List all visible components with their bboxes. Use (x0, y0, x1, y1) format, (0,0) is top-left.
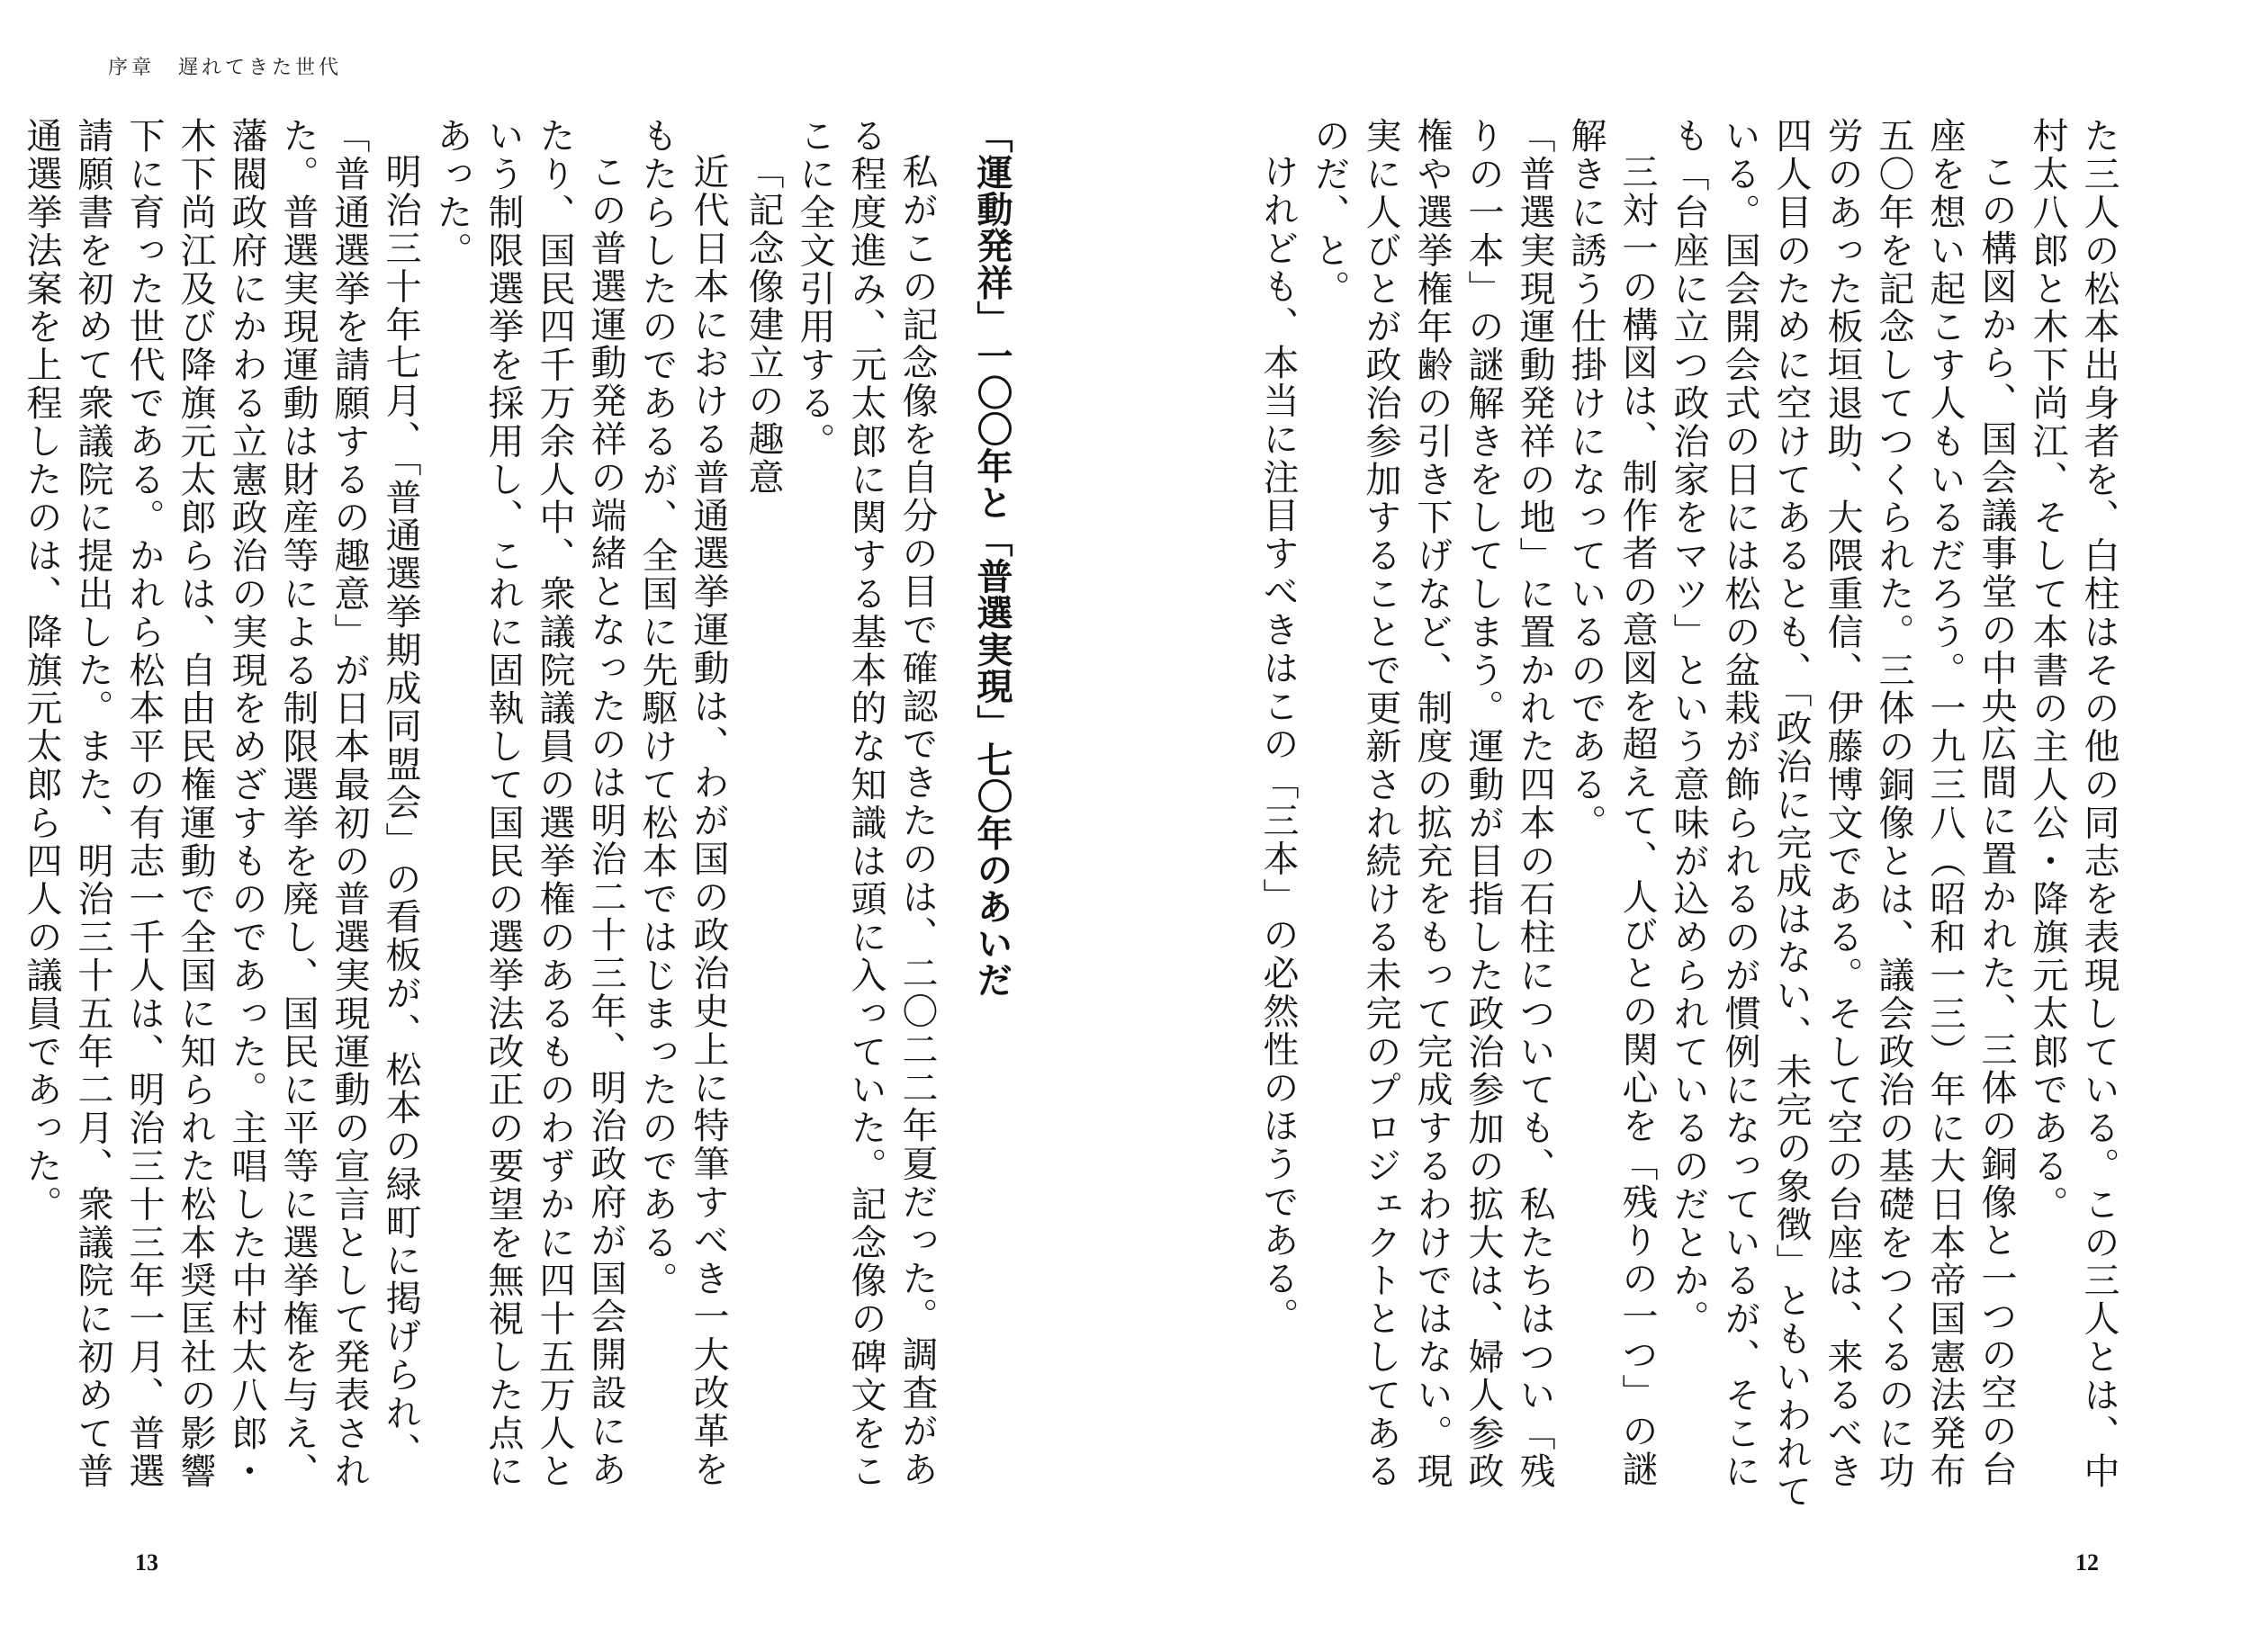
body-paragraph: 三対一の構図は、制作者の意図を超えて、人びとの関心を「残りの一つ」の謎解きに誘う仕掛けになっているのである。 (1565, 117, 1658, 1488)
page-number-left: 13 (135, 1549, 158, 1576)
quote-paragraph: この普選運動発祥の端緒となったのは明治二十三年、明治政府が国会開設にあたり、国民四千万余人中、衆議院議員の選挙権のあるものわずかに四十五万人という制限選挙を採用し、これに固執して国民の選挙法改正の要望を無視した点にあった。 (431, 117, 626, 1491)
intro-paragraph: 私がこの記念像を自分の目で確認できたのは、二〇二二年夏だった。調査がある程度進み、元太郎に関する基本的な知識は頭に入っていた。記念像の碑文をここに全文引用する。 (794, 117, 938, 1491)
quote-title: 「記念像建立の趣意 (742, 153, 784, 497)
quote-paragraph: 近代日本における普通選挙運動は、わが国の政治史上に特筆すべき一大改革をもたらしたのであるが、全国に先駆けて松本ではじまったのである。 (636, 117, 729, 1488)
running-head: 序章 遅れてきた世代 (108, 57, 343, 79)
left-page (21, 117, 1017, 1521)
page-number-right: 12 (2075, 1549, 2099, 1576)
body-paragraph: けれども、本当に注目すべきはこの「三本」の必然性のほうである。 (1257, 153, 1299, 1336)
quote-paragraph: 明治三十年七月、「普通選挙期成同盟会」の看板が、松本の緑町に掲げられ、「普通選挙を請願するの趣意」が日本最初の普選実現運動の宣言として発表された。普選実現運動は財産等による制限選挙を廃し、国民に平等に選挙権を与え、藩閥政府にかわる立憲政治の実現をめざすものであった。主唱した中村太八郎・木下尚江及び降旗元太郎らは、自由民権運動で全国に知られた松本奨匡社の影響下に育った世代である。かれら松本平の有志一千人は、明治三十三年一月、普選請願書を初めて衆議院に提出した。また、明治三十五年二月、衆議院に初めて普通選挙法案を上程したのは、降旗元太郎ら四人の議員であった。 (21, 117, 421, 1491)
body-paragraph: た三人の松本出身者を、白柱はその他の同志を表現している。この三人とは、中村太八郎と木下尚江、そして本書の主人公・降旗元太郎である。 (2027, 117, 2120, 1491)
right-page-text (1197, 117, 2124, 1521)
section-heading: 「運動発祥」一〇〇年と「普選実現」七〇年のあいだ (971, 117, 1012, 999)
body-paragraph: この構図から、国会議事堂の中央広間に置かれた、三体の銅像と一つの空の台座を想い起こす人もいるだろう。一九三八（昭和一三）年に大日本帝国憲法発布五〇年を記念してつくられた。三体の銅像とは、議会政治の基礎をつくるのに功労のあった板垣退助、大隈重信、伊藤博文である。そして空の台座は、来るべき四人目のために空けてあるとも、「政治に完成はない、未完の象徴」ともいわれている。国会開会式の日には松の盆栽が飾られるのが慣例になっているが、そこにも「台座に立つ政治家をマツ」という意味が込められているのだとか。 (1668, 117, 2017, 1511)
left-page-text (21, 117, 1017, 1521)
right-page (1197, 117, 2124, 1521)
body-paragraph: 「普選実現運動発祥の地」に置かれた四本の石柱についても、私たちはつい「残りの一本」の謎解きをしてしまう。運動が目指した政治参加の拡大は、婦人参政権や選挙権年齢の引き下げなど、制度の拡充をもって完成するわけではない。現実に人びとが政治参加することで更新され続ける未完のプロジェクトとしてあるのだ、と。 (1309, 117, 1555, 1491)
